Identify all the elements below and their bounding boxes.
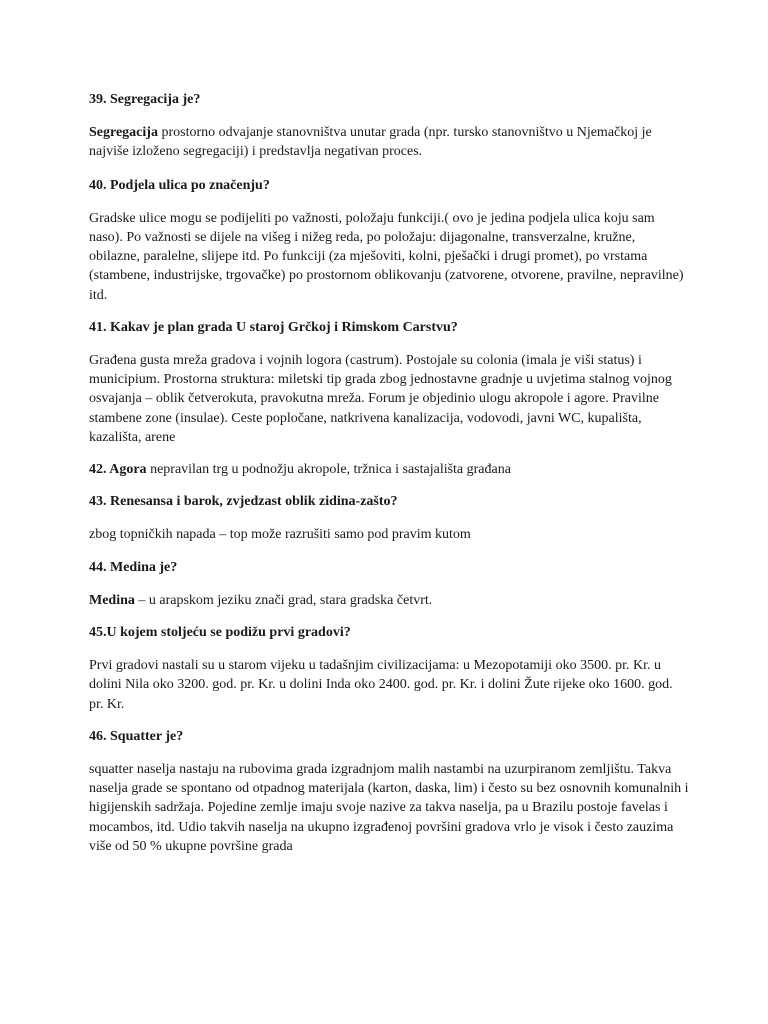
qa-item-46 bbox=[89, 727, 689, 856]
answer-paragraph bbox=[89, 591, 689, 610]
answer-text: prostorno odvajanje stanovništva unutar grada (npr. tursko stanovništvo u Njemačkoj je najviše izloženo segregaciji) i predstavlja negativan proces. bbox=[89, 125, 652, 160]
answer-paragraph: Prvi gradovi nastali su u starom vijeku u tadašnjim civilizacijama: u Mezopotamiji oko 3500. pr. Kr. u dolini Nila oko 3200. god. pr. Kr. u dolini Inda oko 2400. god. pr. Kr. i dolini Žute rijeke oko 1600. god. pr. Kr. bbox=[89, 658, 673, 712]
answer-term: 42. Agora bbox=[89, 462, 147, 478]
answer-text: nepravilan trg u podnožju akropole, tržnica i sastajališta građana bbox=[146, 462, 511, 478]
answer-paragraph: squatter naselja nastaju na rubovima grada izgradnjom malih nastambi na uzurpiranom zemljištu. Takva naselja grade se spontano od otpadnog materijala (karton, daska, lim) i često su bez osnovnih komunalnih i higijenskih sadržaja. Pojedine zemlje imaju svoje nazive za takva naselja, pa u Brazilu postoje favelas i mocambos, itd. Udio takvih naselja na ukupno izgrađenoj površini gradova vrlo je visok i često zauzima više od 50 % ukupne površine grada bbox=[89, 762, 689, 854]
answer-paragraph: Gradske ulice mogu se podijeliti po važnosti, položaju funkciji.( ovo je jedina podjela ulica koju sam naso). Po važnosti se dijele na višeg i nižeg reda, po položaju: dijagonalne, transverzalne, kružne, obilazne, paralelne, slijepe itd. Po funkciji (za mješoviti, kolni, pješački i drugi promet), po vrstama (stambene, industrijske, trgovačke) po prostornom oblikovanju (zatvorene, otvorene, pravilne, nepravilne) itd. bbox=[89, 210, 684, 303]
qa-item-45 bbox=[89, 623, 689, 714]
question-heading: 40. Podjela ulica po značenju? bbox=[89, 177, 270, 193]
question-heading: 41. Kakav je plan grada U staroj Grčkoj i Rimskom Carstvu? bbox=[89, 319, 458, 335]
document-page bbox=[89, 90, 689, 870]
question-heading: 39. Segregacija je? bbox=[89, 92, 201, 107]
answer-paragraph bbox=[89, 460, 689, 479]
qa-item-43 bbox=[89, 492, 689, 544]
question-heading: 43. Renesansa i barok, zvjedzast oblik zidina-zašto? bbox=[89, 494, 398, 510]
question-heading: 44. Medina je? bbox=[89, 559, 178, 575]
answer-paragraph: Građena gusta mreža gradova i vojnih logora (castrum). Postojale su colonia (imala je viši status) i municipium. Prostorna struktura: miletski tip grada zbog jednostavne gradnje u uvjetima stalnog vojnog osvajanja – oblik četverokuta, pravokutna mreža. Forum je objedinio ulogu akropole i agore. Pravilne stambene zone (insulae). Ceste popločane, natkrivena kanalizacija, vodovodi, javni WC, kupališta, kazališta, arene bbox=[89, 353, 672, 445]
answer-paragraph bbox=[89, 123, 689, 161]
answer-term: Segregacija bbox=[89, 125, 158, 141]
question-heading: 46. Squatter je? bbox=[89, 728, 184, 744]
question-heading: 45.U kojem stoljeću se podižu prvi gradovi? bbox=[89, 625, 351, 641]
answer-text: – u arapskom jeziku znači grad, stara gradska četvrt. bbox=[134, 592, 433, 608]
qa-item-41 bbox=[89, 318, 689, 447]
answer-paragraph: zbog topničkih napada – top može razrušiti samo pod pravim kutom bbox=[89, 527, 471, 543]
answer-term: Medina bbox=[89, 592, 135, 608]
qa-item-39 bbox=[89, 90, 689, 162]
qa-item-40 bbox=[89, 176, 689, 305]
qa-item-42 bbox=[89, 460, 689, 479]
qa-item-44 bbox=[89, 558, 689, 610]
